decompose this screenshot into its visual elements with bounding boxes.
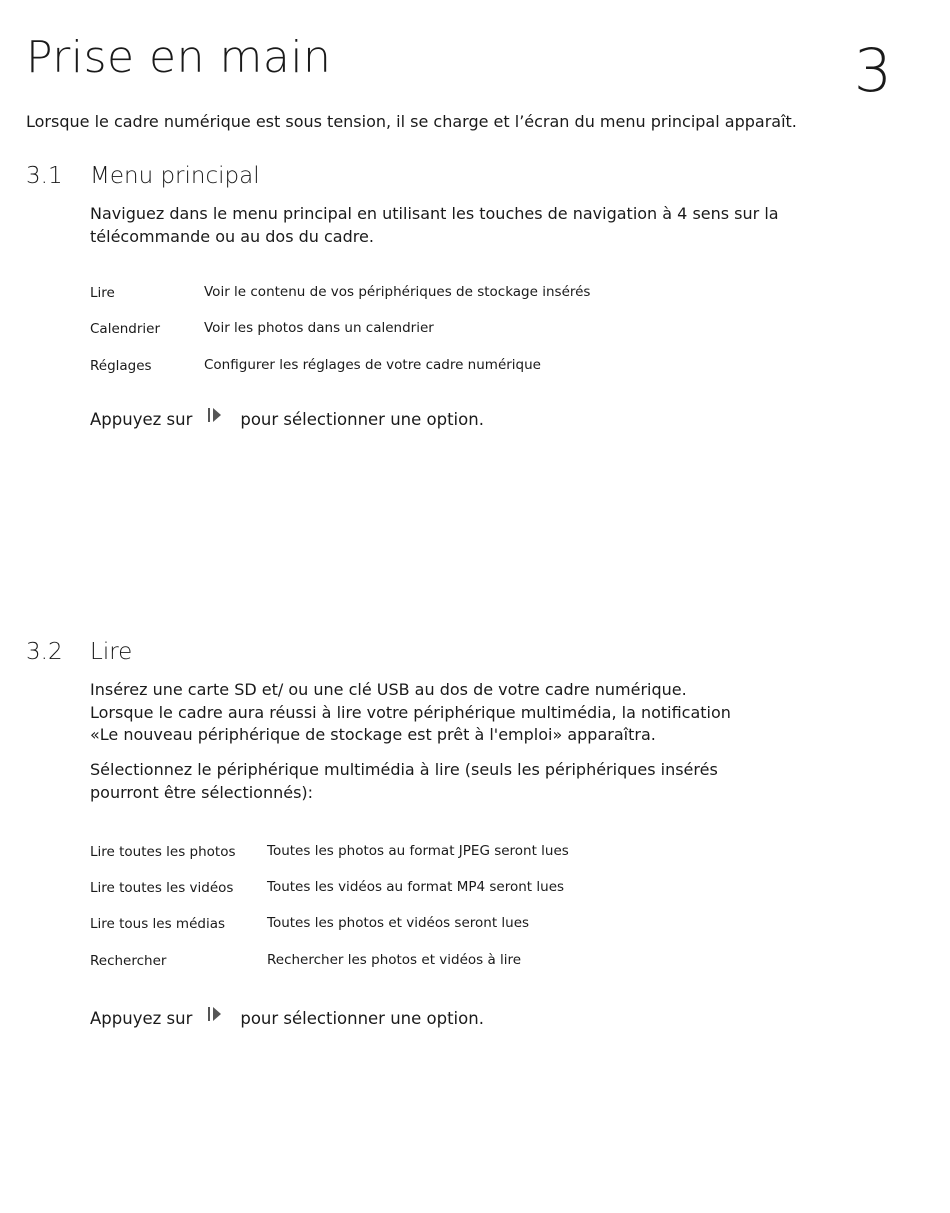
option-description: Voir les photos dans un calendrier (204, 320, 434, 336)
option-name: Lire toutes les vidéos (90, 880, 234, 896)
section-title: Lire (90, 639, 133, 665)
play-right-icon (208, 407, 222, 429)
option-description: Configurer les réglages de votre cadre numérique (204, 357, 541, 373)
press-instruction: Appuyez sur pour sélectionner une option. (90, 409, 484, 432)
option-description: Toutes les photos et vidéos seront lues (267, 915, 530, 931)
section-paragraph: Naviguez dans le menu principal en utilisant les touches de navigation à 4 sens sur la télécommande ou au dos du cadre. (90, 204, 779, 246)
chapter-title: Prise en main (26, 32, 332, 83)
option-description: Toutes les vidéos au format MP4 seront lues (267, 879, 565, 895)
option-name: Lire tous les médias (90, 916, 226, 932)
option-description: Toutes les photos au format JPEG seront lues (267, 843, 569, 859)
section-title: Menu principal (90, 163, 260, 189)
option-name: Lire toutes les photos (90, 844, 236, 860)
section-number: 3.1 (26, 163, 63, 189)
section-paragraph: Insérez une carte SD et/ ou une clé USB au dos de votre cadre numérique. Lorsque le cadre aura réussi à lire votre périphérique multimédia, la notification «Le nouveau périphérique de stockage est prêt à l'emploi» apparaîtra. (90, 680, 731, 744)
option-name: Rechercher (90, 953, 167, 969)
chapter-number: 3 (853, 36, 892, 106)
option-name: Réglages (90, 358, 152, 374)
press-instruction: Appuyez sur pour sélectionner une option. (90, 1008, 484, 1031)
section-paragraph: Sélectionnez le périphérique multimédia à lire (seuls les périphériques insérés pourront être sélectionnés): (90, 760, 718, 802)
option-name: Lire (90, 285, 115, 301)
chapter-intro: Lorsque le cadre numérique est sous tension, il se charge et l’écran du menu principal apparaît. (26, 112, 797, 131)
play-right-icon (208, 1006, 222, 1028)
option-name: Calendrier (90, 321, 161, 337)
option-description: Rechercher les photos et vidéos à lire (267, 952, 522, 968)
section-number: 3.2 (26, 639, 63, 665)
option-description: Voir le contenu de vos périphériques de stockage insérés (204, 284, 591, 300)
